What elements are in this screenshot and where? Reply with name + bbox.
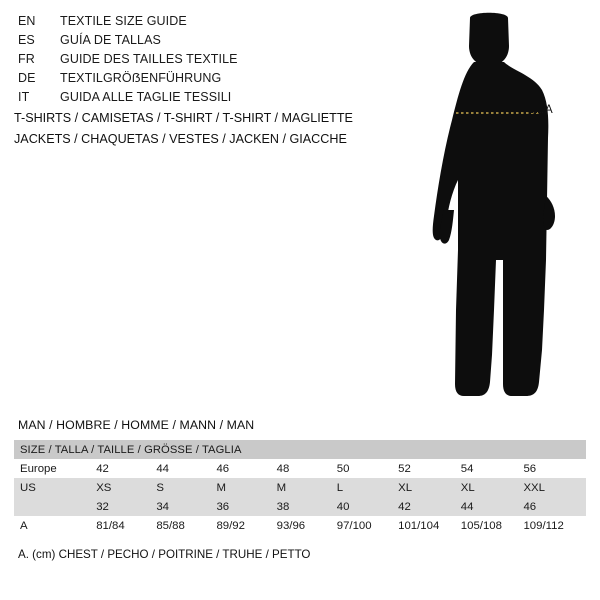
cell-value: 93/96: [277, 516, 337, 535]
cell-value: 85/88: [156, 516, 216, 535]
row-label: US: [14, 478, 96, 497]
language-row: [18, 90, 398, 109]
table-row: [14, 516, 586, 535]
language-text: TEXTILE SIZE GUIDE: [60, 14, 187, 28]
table-row: [14, 459, 586, 478]
language-row: [18, 52, 398, 71]
cell-value: 34: [156, 497, 216, 516]
table-header-label: SIZE / TALLA / TAILLE / GRÖSSE / TAGLIA: [14, 440, 586, 459]
cell-value: 42: [96, 459, 156, 478]
cell-value: 81/84: [96, 516, 156, 535]
language-text: TEXTILGRÖẞENFÜHRUNG: [60, 71, 222, 85]
language-text: GUIDE DES TAILLES TEXTILE: [60, 52, 238, 66]
language-code: ES: [18, 33, 35, 47]
cell-value: L: [337, 478, 398, 497]
cell-value: 44: [156, 459, 216, 478]
cell-value: XL: [461, 478, 524, 497]
cell-value: 32: [96, 497, 156, 516]
cell-value: M: [277, 478, 337, 497]
cell-value: 105/108: [461, 516, 524, 535]
cell-value: XL: [398, 478, 461, 497]
cell-value: 50: [337, 459, 398, 478]
cell-value: M: [216, 478, 276, 497]
cell-value: 109/112: [523, 516, 586, 535]
category-tshirts: T-SHIRTS / CAMISETAS / T-SHIRT / T-SHIRT / MAGLIETTE: [14, 111, 353, 125]
section-title-man: MAN / HOMBRE / HOMME / MANN / MAN: [18, 418, 255, 432]
category-list: [14, 111, 414, 153]
table-row: [14, 497, 586, 516]
man-silhouette-icon: [408, 10, 593, 410]
cell-value: 48: [277, 459, 337, 478]
footnote-chest-measure: A. (cm) CHEST / PECHO / POITRINE / TRUHE / PETTO: [18, 548, 311, 561]
cell-value: 42: [398, 497, 461, 516]
cell-value: 46: [216, 459, 276, 478]
language-code: DE: [18, 71, 36, 85]
cell-value: XS: [96, 478, 156, 497]
cell-value: 38: [277, 497, 337, 516]
language-row: [18, 71, 398, 90]
language-code: EN: [18, 14, 36, 28]
table-header-row: [14, 440, 586, 459]
cell-value: 40: [337, 497, 398, 516]
cell-value: XXL: [523, 478, 586, 497]
cell-value: 101/104: [398, 516, 461, 535]
measure-label-a: A: [545, 104, 553, 116]
language-code: IT: [18, 90, 30, 104]
cell-value: 44: [461, 497, 524, 516]
cell-value: S: [156, 478, 216, 497]
cell-value: 52: [398, 459, 461, 478]
man-silhouette-figure: [408, 10, 593, 410]
language-text: GUIDA ALLE TAGLIE TESSILI: [60, 90, 232, 104]
cell-value: 54: [461, 459, 524, 478]
language-list: [18, 14, 398, 109]
row-label: Europe: [14, 459, 96, 478]
cell-value: 36: [216, 497, 276, 516]
row-label: [14, 497, 96, 516]
language-code: FR: [18, 52, 35, 66]
size-table: [14, 440, 586, 535]
cell-value: 56: [523, 459, 586, 478]
cell-value: 89/92: [216, 516, 276, 535]
category-jackets: JACKETS / CHAQUETAS / VESTES / JACKEN / GIACCHE: [14, 132, 347, 146]
measure-leader-line: [531, 112, 543, 113]
cell-value: 46: [523, 497, 586, 516]
row-label: A: [14, 516, 96, 535]
language-text: GUÍA DE TALLAS: [60, 33, 161, 47]
cell-value: 97/100: [337, 516, 398, 535]
table-row: [14, 478, 586, 497]
language-row: [18, 33, 398, 52]
language-row: [18, 14, 398, 33]
